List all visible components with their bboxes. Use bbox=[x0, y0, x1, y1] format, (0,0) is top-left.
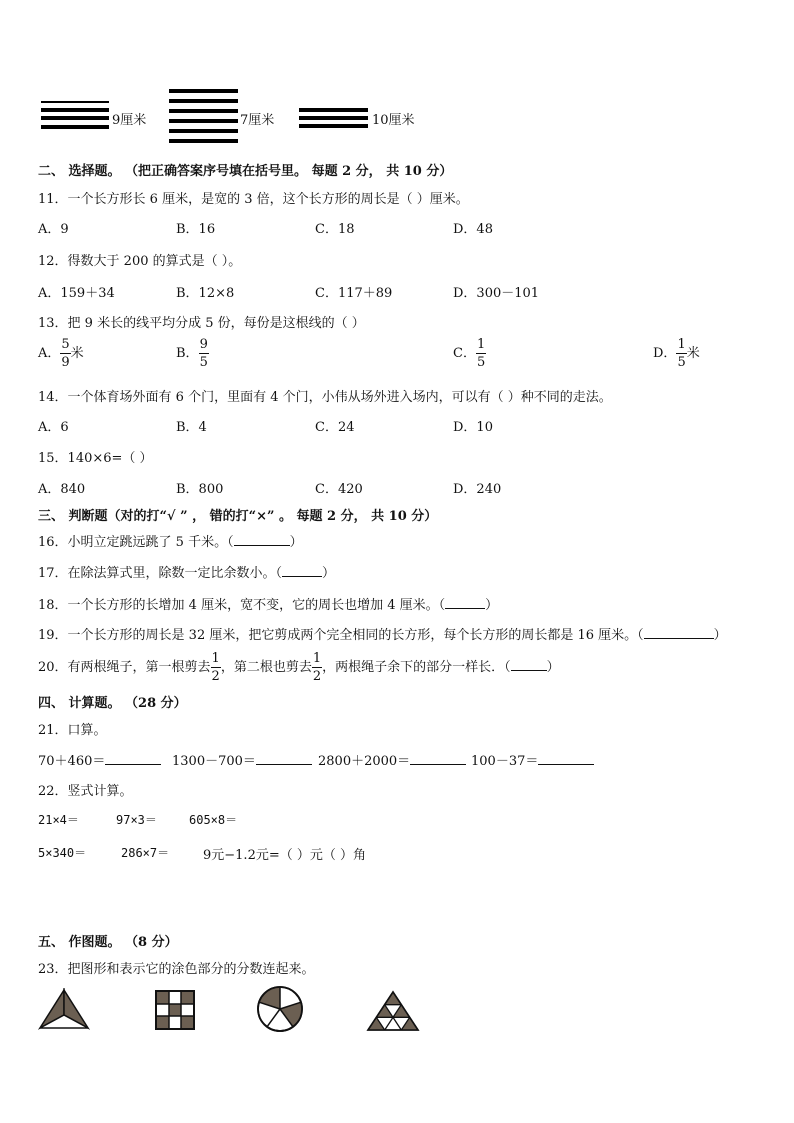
q13-stem: 13．把 9 米长的线平均分成 5 份，每份是这根线的（ ） bbox=[38, 316, 365, 331]
q16: 16．小明立定跳远跳了 5 千米。（ ） bbox=[38, 535, 303, 550]
q14-option-d: D．10 bbox=[453, 420, 493, 435]
fraction: $\frac{5}{9}$ bbox=[61, 337, 70, 370]
q13-option-a: A． $\frac{5}{9}$ 米 bbox=[38, 337, 84, 370]
oral-calc-3: 2800＋2000＝ bbox=[318, 750, 466, 769]
q12-option-b: B．12×8 bbox=[176, 286, 235, 301]
grid-squares-figure bbox=[155, 990, 195, 1030]
triangle-ninths-figure bbox=[366, 990, 420, 1032]
q13-option-d: D． $\frac{1}{5}$ 米 bbox=[653, 337, 700, 370]
answer-blank[interactable] bbox=[511, 658, 547, 671]
q17: 17．在除法算式里，除数一定比余数小。（ ） bbox=[38, 566, 336, 581]
vertical-calc-5: 286×7＝ bbox=[121, 846, 170, 860]
vertical-calc-4: 5×340＝ bbox=[38, 846, 87, 860]
answer-blank[interactable] bbox=[538, 752, 594, 765]
q15-stem: 15．140×6=（ ） bbox=[38, 451, 153, 466]
oral-calc-1: 70＋460＝ bbox=[38, 750, 161, 769]
q14-option-a: A．6 bbox=[38, 420, 69, 435]
q22-title: 22．竖式计算。 bbox=[38, 784, 133, 799]
section4-heading: 四、 计算题。 （28 分） bbox=[38, 696, 187, 711]
q12-option-c: C．117＋89 bbox=[315, 286, 393, 301]
answer-blank[interactable] bbox=[282, 564, 322, 577]
q15-option-b: B．800 bbox=[176, 482, 224, 497]
answer-blank[interactable] bbox=[410, 752, 466, 765]
circle-sectors-figure bbox=[256, 985, 304, 1033]
q14-stem: 14．一个体育场外面有 6 个门，里面有 4 个门，小伟从场外进入场内，可以有（ ）种不同的走法。 bbox=[38, 390, 612, 405]
q12-option-a: A．159＋34 bbox=[38, 286, 115, 301]
vertical-calc-2: 97×3＝ bbox=[116, 813, 157, 827]
q21-title: 21．口算。 bbox=[38, 723, 107, 738]
q15-option-c: C．420 bbox=[315, 482, 363, 497]
answer-blank[interactable] bbox=[445, 596, 485, 609]
q11-option-c: C．18 bbox=[315, 222, 355, 237]
q12-option-d: D．300－101 bbox=[453, 286, 540, 301]
section3-heading: 三、 判断题（对的打“√ ” ， 错的打“×” 。 每题 2 分， 共 10 分） bbox=[38, 509, 438, 524]
answer-blank[interactable] bbox=[105, 752, 161, 765]
q15-option-d: D．240 bbox=[453, 482, 502, 497]
fraction: $\frac{1}{5}$ bbox=[677, 337, 686, 370]
money-calc: 9元−1.2元=（ ）元（ ）角 bbox=[203, 848, 366, 863]
fraction: $\frac{9}{5}$ bbox=[199, 337, 208, 370]
triangle-thirds-figure bbox=[38, 988, 90, 1030]
bars-9cm-figure bbox=[41, 101, 111, 131]
fraction: $\frac{1}{5}$ bbox=[476, 337, 486, 370]
section5-heading: 五、 作图题。 （8 分） bbox=[38, 935, 178, 950]
q19: 19．一个长方形的周长是 32 厘米，把它剪成两个完全相同的长方形，每个长方形的周长都是 16 厘米。（ ） bbox=[38, 628, 727, 643]
bars-9cm-label: 9厘米 bbox=[112, 113, 147, 128]
answer-blank[interactable] bbox=[644, 626, 714, 639]
q12-stem: 12．得数大于 200 的算式是（ ）。 bbox=[38, 254, 242, 269]
bars-7cm-label: 7厘米 bbox=[240, 113, 275, 128]
q13-option-b: B． $\frac{9}{5}$ bbox=[176, 337, 208, 370]
q11-option-d: D．48 bbox=[453, 222, 493, 237]
q23-title: 23．把图形和表示它的涂色部分的分数连起来。 bbox=[38, 962, 315, 977]
q11-option-b: B．16 bbox=[176, 222, 216, 237]
section2-heading: 二、 选择题。 （把正确答案序号填在括号里。 每题 2 分， 共 10 分） bbox=[38, 164, 453, 179]
bars-10cm-label: 10厘米 bbox=[372, 113, 415, 128]
vertical-calc-1: 21×4＝ bbox=[38, 813, 79, 827]
answer-blank[interactable] bbox=[234, 533, 290, 546]
q14-option-b: B．4 bbox=[176, 420, 207, 435]
oral-calc-4: 100－37＝ bbox=[471, 750, 594, 769]
fraction-one-half: $\frac{1}{2}$ bbox=[211, 651, 220, 684]
q14-option-c: C．24 bbox=[315, 420, 355, 435]
oral-calc-2: 1300－700＝ bbox=[172, 750, 312, 769]
bars-10cm-figure bbox=[299, 108, 369, 130]
bars-7cm-figure bbox=[169, 89, 239, 147]
answer-blank[interactable] bbox=[256, 752, 312, 765]
q18: 18．一个长方形的长增加 4 厘米，宽不变，它的周长也增加 4 厘米。（ ） bbox=[38, 598, 499, 613]
q11-option-a: A．9 bbox=[38, 222, 69, 237]
q15-option-a: A．840 bbox=[38, 482, 86, 497]
vertical-calc-3: 605×8＝ bbox=[189, 813, 238, 827]
fraction-one-half: $\frac{1}{2}$ bbox=[312, 651, 322, 684]
q20: 20．有两根绳子，第一根剪去 $\frac{1}{2}$ ，第二根也剪去 $\frac{1}{2}$ ，两根绳子余下的部分一样长．（ ） bbox=[38, 651, 560, 684]
q11-stem: 11．一个长方形长 6 厘米，是宽的 3 倍，这个长方形的周长是（ ）厘米。 bbox=[38, 192, 469, 207]
q13-option-c: C． $\frac{1}{5}$ bbox=[453, 337, 486, 370]
